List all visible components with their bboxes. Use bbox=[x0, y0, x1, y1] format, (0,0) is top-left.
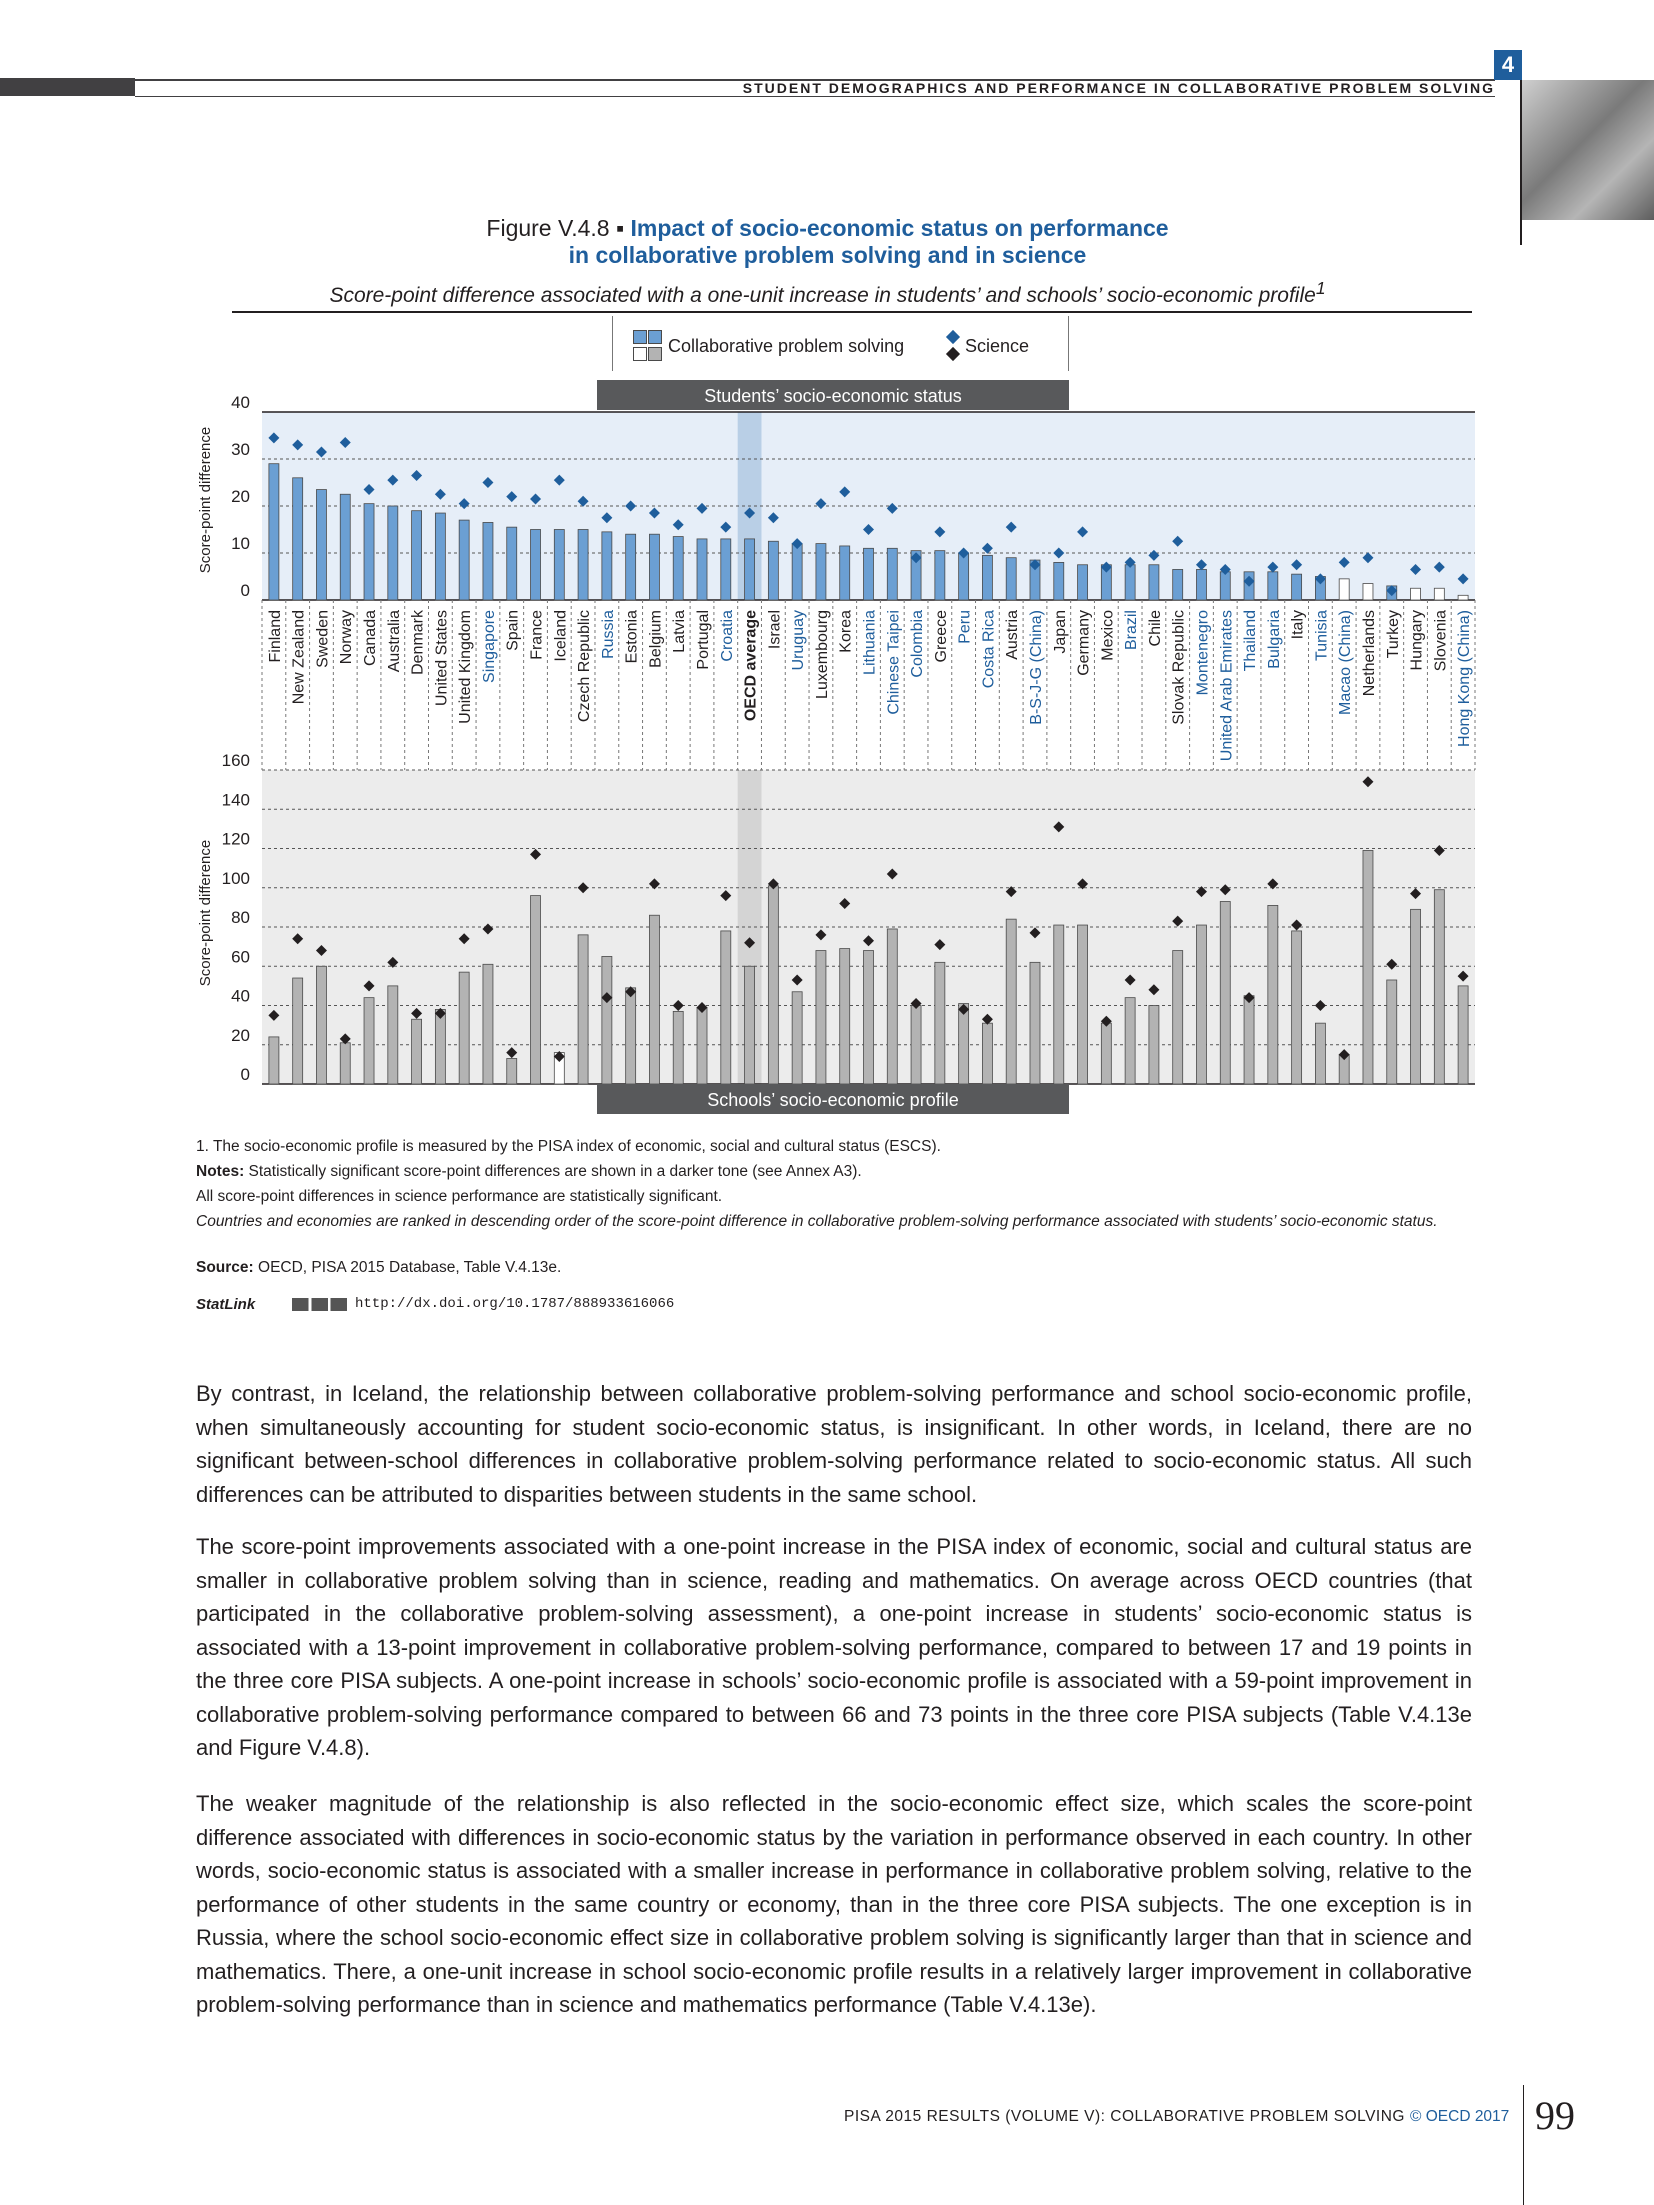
page-number: 99 bbox=[1535, 2093, 1575, 2138]
bottom-cps-bar bbox=[578, 935, 588, 1084]
top-cps-bar bbox=[554, 530, 564, 601]
top-cps-bar bbox=[1363, 584, 1373, 600]
category-label: Portugal bbox=[695, 610, 713, 670]
figure-label: Figure V.4.8 bbox=[486, 215, 610, 241]
bottom-cps-bar bbox=[1458, 986, 1468, 1084]
legend-science-label: Science bbox=[965, 336, 1030, 356]
top-tick-label: 40 bbox=[231, 393, 250, 412]
category-label: Russia bbox=[599, 610, 617, 659]
bottom-cps-bar bbox=[697, 1007, 707, 1084]
bottom-tick-label: 40 bbox=[231, 986, 250, 1006]
figure-title bbox=[240, 215, 1415, 269]
bottom-cps-bar bbox=[1292, 931, 1302, 1084]
bottom-cps-bar bbox=[1411, 909, 1421, 1084]
footer-copyright: © OECD 2017 bbox=[1410, 2108, 1510, 2125]
bottom-tick-label: 20 bbox=[231, 1025, 250, 1045]
top-cps-bar bbox=[1220, 572, 1230, 600]
bottom-cps-bar bbox=[316, 966, 326, 1084]
category-label: Hong Kong (China) bbox=[1456, 610, 1474, 747]
top-cps-bar bbox=[1292, 574, 1302, 600]
bottom-cps-bar bbox=[673, 1011, 683, 1084]
category-label: Luxembourg bbox=[813, 610, 831, 699]
bottom-cps-bar bbox=[1363, 850, 1373, 1084]
bottom-tick-label: 80 bbox=[231, 908, 250, 927]
paragraph-1: By contrast, in Iceland, the relationship between collaborative problem-solving performance and school socio-economic profile, when simultaneously accounting for student socio-economic status, is insignificant. In other words, in Iceland, there are no significant between-school differences in collaborative problem-solving performance related to socio-economic status. All such differences can be attributed to disparities between students in the same school. bbox=[196, 1381, 1472, 1507]
bottom-cps-bar bbox=[721, 931, 731, 1084]
running-title: STUDENT DEMOGRAPHICS AND PERFORMANCE IN COLLABORATIVE PROBLEM SOLVING bbox=[742, 80, 1495, 96]
category-label: Peru bbox=[956, 610, 974, 644]
bottom-cps-bar bbox=[1434, 890, 1444, 1084]
category-label: Canada bbox=[362, 610, 380, 667]
bottom-cps-bar bbox=[602, 956, 612, 1084]
bottom-cps-bar bbox=[483, 964, 493, 1084]
top-cps-bar bbox=[840, 546, 850, 600]
category-label: Austria bbox=[1004, 610, 1022, 660]
bottom-cps-bar bbox=[459, 972, 469, 1084]
top-cps-bar bbox=[602, 532, 612, 600]
top-cps-bar bbox=[578, 530, 588, 601]
top-cps-bar bbox=[1411, 588, 1421, 600]
bottom-cps-bar bbox=[435, 1009, 445, 1084]
top-cps-bar bbox=[626, 534, 636, 600]
category-label: Japan bbox=[1051, 610, 1069, 654]
top-cps-bar bbox=[364, 504, 374, 600]
legend-cps-student-swatch-2 bbox=[648, 330, 662, 344]
category-label: Latvia bbox=[671, 610, 689, 653]
header-bar bbox=[0, 78, 135, 96]
bottom-cps-bar bbox=[768, 886, 778, 1084]
figure-subtitle-footnote-mark: 1 bbox=[1315, 278, 1326, 298]
footer-rule bbox=[1523, 2085, 1524, 2205]
bottom-tick-label: 0 bbox=[240, 1065, 250, 1084]
category-label: Finland bbox=[266, 610, 284, 663]
statlink-logo-icon bbox=[292, 1298, 347, 1311]
statlink-label: StatLink bbox=[196, 1296, 256, 1313]
category-label: Tunisia bbox=[1313, 610, 1331, 661]
top-cps-bar bbox=[935, 551, 945, 600]
bottom-cps-bar bbox=[911, 1006, 921, 1085]
bottom-tick-label: 160 bbox=[221, 751, 250, 770]
top-cps-bar bbox=[293, 478, 303, 600]
y-axis-label-top: Score-point difference bbox=[197, 426, 214, 574]
top-cps-bar bbox=[697, 539, 707, 600]
top-cps-bar bbox=[1196, 569, 1206, 600]
bottom-cps-bar bbox=[1173, 951, 1183, 1084]
bottom-tick-label: 60 bbox=[231, 947, 250, 967]
bottom-cps-bar bbox=[1315, 1023, 1325, 1084]
category-label: Turkey bbox=[1384, 610, 1402, 659]
bottom-cps-bar bbox=[792, 992, 802, 1084]
top-cps-bar bbox=[435, 513, 445, 600]
category-label: Macao (China) bbox=[1337, 610, 1355, 715]
bottom-cps-bar bbox=[1196, 925, 1206, 1084]
top-cps-bar bbox=[483, 522, 493, 600]
top-cps-bar bbox=[768, 541, 778, 600]
category-label: Belgium bbox=[647, 610, 665, 668]
category-label: Slovenia bbox=[1432, 610, 1450, 672]
notes-text: Statistically significant score-point differences are shown in a darker tone (see Annex A3). bbox=[244, 1163, 862, 1180]
top-tick-label: 30 bbox=[231, 440, 250, 459]
y-axis-ticks bbox=[222, 393, 250, 1084]
top-cps-bar bbox=[792, 544, 802, 600]
bottom-cps-bar bbox=[412, 1019, 422, 1084]
top-cps-bar bbox=[1339, 579, 1349, 600]
category-labels bbox=[267, 609, 1473, 761]
category-label: Bulgaria bbox=[1265, 610, 1283, 669]
bottom-cps-bar bbox=[1030, 962, 1040, 1084]
footer-publication: PISA 2015 RESULTS (VOLUME V): COLLABORATIVE PROBLEM SOLVING bbox=[844, 2108, 1405, 2125]
top-cps-bar bbox=[269, 464, 279, 600]
bottom-cps-bar bbox=[364, 998, 374, 1084]
legend-science-student-diamond-icon bbox=[946, 330, 960, 344]
category-label: Costa Rica bbox=[980, 610, 998, 689]
category-label: Germany bbox=[1075, 610, 1093, 676]
figure-separator-icon: ▪ bbox=[615, 215, 625, 241]
chapter-photo bbox=[1522, 80, 1654, 220]
category-label: Slovak Republic bbox=[1170, 610, 1188, 725]
bottom-cps-bar bbox=[864, 951, 874, 1084]
bottom-cps-bar bbox=[1054, 925, 1064, 1084]
bottom-cps-bar bbox=[1006, 919, 1016, 1084]
category-label: Czech Republic bbox=[576, 610, 594, 723]
bottom-cps-bar bbox=[1149, 1006, 1159, 1085]
top-tick-label: 0 bbox=[240, 581, 250, 600]
top-tick-label: 20 bbox=[231, 487, 250, 506]
top-cps-bar bbox=[721, 539, 731, 600]
header-rule-bottom bbox=[135, 96, 1495, 97]
top-cps-bar bbox=[1054, 562, 1064, 600]
bottom-tick-label: 120 bbox=[221, 829, 250, 849]
category-label: Italy bbox=[1289, 610, 1307, 640]
source-label: Source: bbox=[196, 1259, 254, 1276]
category-label: Estonia bbox=[623, 610, 641, 664]
category-label: Spain bbox=[504, 610, 522, 651]
note-1: 1. The socio-economic profile is measured by the PISA index of economic, social and cultural status (ESCS). bbox=[196, 1138, 941, 1155]
category-label: Montenegro bbox=[1194, 610, 1212, 696]
science-note: All score-point differences in science performance are statistically significant. bbox=[196, 1188, 723, 1205]
bottom-cps-bar bbox=[1220, 901, 1230, 1084]
category-label: B-S-J-G (China) bbox=[1027, 610, 1045, 725]
top-cps-bar bbox=[1006, 558, 1016, 600]
top-cps-bar bbox=[531, 530, 541, 601]
top-band-label: Students’ socio-economic status bbox=[704, 386, 962, 406]
bottom-cps-bar bbox=[649, 915, 659, 1084]
bottom-cps-bar bbox=[1101, 1023, 1111, 1084]
category-label: New Zealand bbox=[290, 610, 308, 705]
legend-cps-school-swatch bbox=[648, 347, 662, 361]
photo-edge-rule bbox=[1520, 80, 1522, 245]
top-cps-bar bbox=[507, 527, 517, 600]
category-label: France bbox=[528, 610, 546, 660]
bottom-cps-bar bbox=[388, 986, 398, 1084]
category-label: OECD average bbox=[742, 610, 760, 722]
chapter-number: 4 bbox=[1494, 50, 1522, 80]
notes-label: Notes: bbox=[196, 1163, 245, 1180]
figure-subtitle bbox=[160, 278, 1495, 308]
category-label: Norway bbox=[338, 610, 356, 665]
top-cps-bar bbox=[982, 555, 992, 600]
statlink-url[interactable]: http://dx.doi.org/10.1787/888933616066 bbox=[355, 1296, 675, 1312]
top-cps-bar bbox=[412, 511, 422, 600]
category-label: United States bbox=[433, 610, 451, 707]
top-cps-bar bbox=[388, 506, 398, 600]
legend-science-school-diamond-icon bbox=[946, 347, 960, 361]
top-cps-bar bbox=[745, 539, 755, 600]
bottom-cps-bar bbox=[340, 1043, 350, 1084]
figure-subtitle-text: Score-point difference associated with a one-unit increase in students’ and schools’ socio-economic profile bbox=[329, 284, 1316, 307]
bottom-cps-bar bbox=[840, 949, 850, 1084]
bottom-cps-bar bbox=[816, 951, 826, 1084]
category-label: Iceland bbox=[552, 610, 570, 662]
bottom-tick-label: 140 bbox=[221, 790, 250, 810]
bottom-tick-label: 100 bbox=[221, 868, 250, 888]
bottom-cps-bar bbox=[507, 1058, 517, 1084]
bottom-cps-bar bbox=[531, 896, 541, 1084]
category-label: Hungary bbox=[1408, 610, 1426, 671]
figure-title-line2: in collaborative problem solving and in science bbox=[568, 242, 1087, 268]
ranking-note: Countries and economies are ranked in descending order of the score-point difference in collaborative problem-solving performance associated with students’ socio-economic status. bbox=[196, 1213, 1438, 1230]
bottom-cps-bar bbox=[626, 988, 636, 1084]
source-line bbox=[196, 1258, 1476, 1278]
legend-cps-label: Collaborative problem solving bbox=[668, 336, 905, 356]
category-label: Netherlands bbox=[1360, 610, 1378, 697]
top-cps-bar bbox=[316, 490, 326, 600]
top-cps-bar bbox=[1078, 565, 1088, 600]
top-cps-bar bbox=[340, 494, 350, 600]
category-label: Korea bbox=[837, 610, 855, 653]
bottom-cps-bar bbox=[982, 1023, 992, 1084]
bottom-cps-bar bbox=[1078, 925, 1088, 1084]
bottom-cps-bar bbox=[293, 978, 303, 1084]
bottom-cps-bar bbox=[1268, 905, 1278, 1084]
top-cps-bar bbox=[887, 548, 897, 600]
top-cps-bar bbox=[1458, 595, 1468, 600]
top-cps-bar bbox=[959, 553, 969, 600]
notes-line bbox=[196, 1162, 1476, 1182]
top-tick-label: 10 bbox=[231, 534, 250, 553]
figure-rule bbox=[232, 311, 1472, 313]
bottom-cps-bar bbox=[887, 929, 897, 1084]
top-cps-bar bbox=[1173, 569, 1183, 600]
category-label: Chile bbox=[1146, 610, 1164, 647]
top-cps-bar bbox=[649, 534, 659, 600]
bottom-cps-bar bbox=[959, 1004, 969, 1084]
top-cps-bar bbox=[459, 520, 469, 600]
bottom-cps-bar bbox=[269, 1037, 279, 1084]
category-label: Sweden bbox=[314, 610, 332, 668]
category-label: Chinese Taipei bbox=[885, 610, 903, 715]
legend-cps-nonsig-swatch bbox=[633, 347, 647, 361]
category-label: United Kingdom bbox=[457, 610, 475, 724]
chart bbox=[0, 370, 1654, 1130]
top-cps-bar bbox=[1434, 588, 1444, 600]
legend-cps-student-swatch bbox=[633, 330, 647, 344]
paragraph-2: The score-point improvements associated with a one-point increase in the PISA index of economic, social and cultural status are smaller in collaborative problem solving than in science, reading and mathematics. On average across OECD countries (that participated in the collaborative problem-solving assessment), a one-point increase in students’ socio-economic status is associated with a 13-point improvement in collaborative problem-solving performance, compared to between 17 and 19 points in the three core PISA subjects. A one-point increase in schools’ socio-economic profile is associated with a 59-point improvement in collaborative problem-solving performance compared to between 66 and 73 points in the three core PISA subjects (Table V.4.13e and Figure V.4.8). bbox=[196, 1534, 1472, 1760]
category-label: Israel bbox=[766, 610, 784, 650]
category-label: Mexico bbox=[1099, 610, 1117, 661]
bottom-cps-bar bbox=[1244, 996, 1254, 1084]
top-cps-bar bbox=[1125, 565, 1135, 600]
top-cps-bar bbox=[816, 544, 826, 600]
category-label: Singapore bbox=[480, 610, 498, 683]
category-label: Croatia bbox=[718, 610, 736, 662]
paragraph-3: The weaker magnitude of the relationship is also reflected in the socio-economic effect size, which scales the score-point difference associated with differences in socio-economic status by the variation in performance observed in each country. In other words, socio-economic status is associated with a smaller increase in performance in collaborative problem solving, relative to the performance of other students in the same country or economy, than in the three core PISA subjects. The one exception is in Russia, where the school socio-economic effect size in collaborative problem solving is significantly larger than that in science and mathematics. There, a one-unit increase in school socio-economic profile results in a relatively larger improvement in collaborative problem-solving performance than in science and mathematics performance (Table V.4.13e). bbox=[196, 1791, 1472, 2017]
bottom-cps-bar bbox=[1125, 998, 1135, 1084]
category-label: United Arab Emirates bbox=[1218, 610, 1236, 762]
category-label: Uruguay bbox=[790, 610, 808, 671]
category-label: Brazil bbox=[1123, 610, 1141, 651]
bottom-cps-bar bbox=[1387, 980, 1397, 1084]
category-label: Thailand bbox=[1242, 610, 1260, 672]
figure-title-line1: Impact of socio-economic status on performance bbox=[630, 215, 1169, 241]
y-axis-label-bottom: Score-point difference bbox=[197, 839, 214, 987]
source-text: OECD, PISA 2015 Database, Table V.4.13e. bbox=[253, 1259, 562, 1276]
top-cps-bar bbox=[1149, 565, 1159, 600]
category-label: Australia bbox=[385, 610, 403, 673]
category-label: Denmark bbox=[409, 610, 427, 675]
bottom-cps-bar bbox=[935, 962, 945, 1084]
category-label: Lithuania bbox=[861, 610, 879, 675]
bottom-band-label: Schools’ socio-economic profile bbox=[707, 1090, 959, 1110]
top-cps-bar bbox=[864, 548, 874, 600]
category-label: Colombia bbox=[909, 610, 927, 678]
top-cps-bar bbox=[673, 537, 683, 600]
top-cps-bar bbox=[1268, 572, 1278, 600]
category-label: Greece bbox=[932, 610, 950, 663]
chart-legend bbox=[612, 316, 1069, 371]
bottom-cps-bar bbox=[745, 966, 755, 1084]
